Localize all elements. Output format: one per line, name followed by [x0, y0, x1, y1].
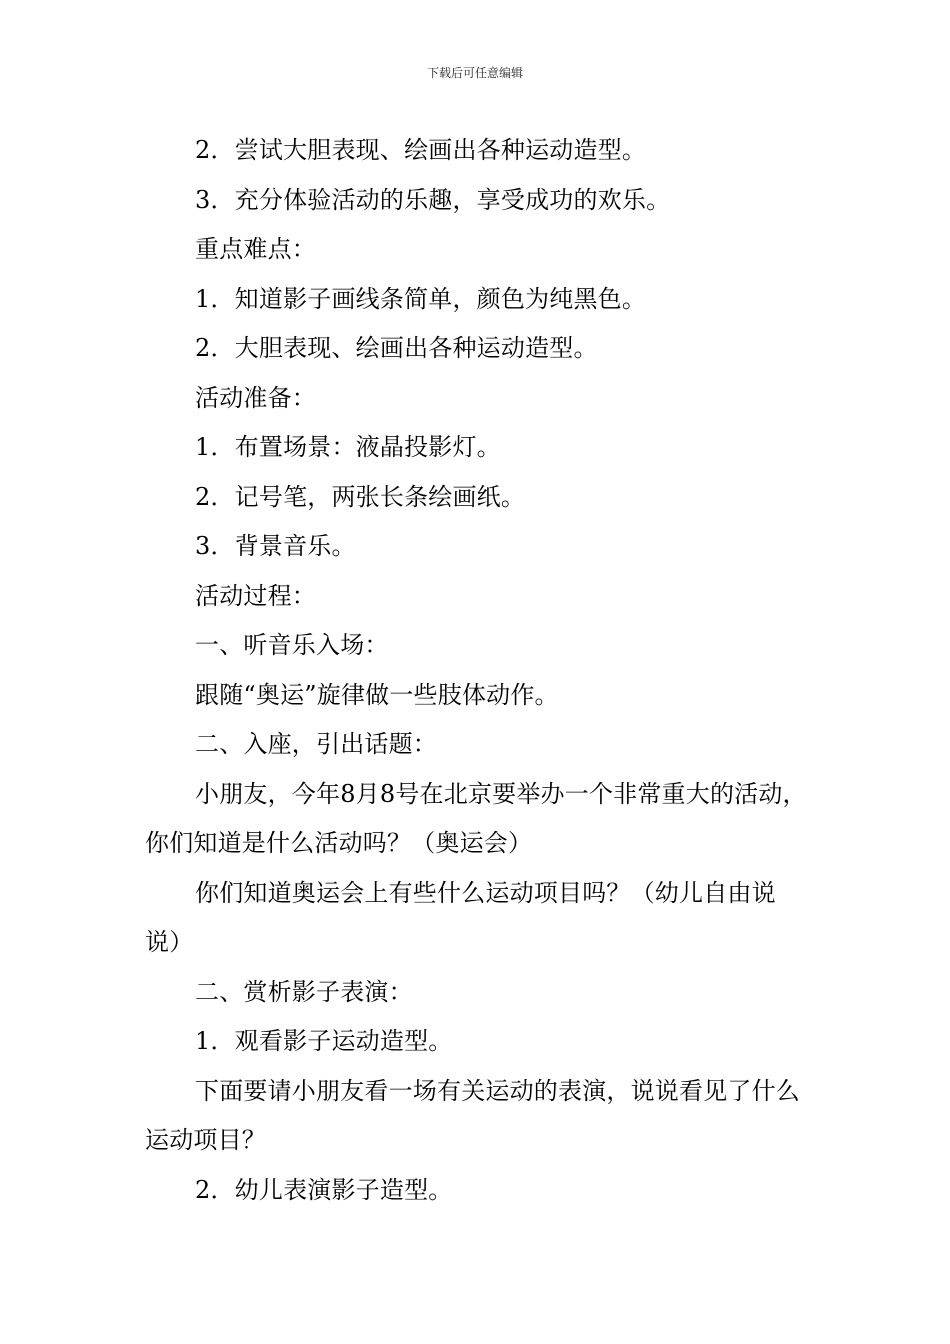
- section-heading: 活动准备：: [195, 383, 316, 412]
- paragraph: 1．布置场景：液晶投影灯。: [195, 433, 501, 461]
- document-body: [145, 126, 810, 1215]
- paragraph: 一、听音乐入场：: [195, 631, 389, 659]
- paragraph: 2．尝试大胆表现、绘画出各种运动造型。: [195, 136, 647, 164]
- paragraph: 2．记号笔，两张长条绘画纸。: [195, 482, 526, 511]
- section-heading: 活动过程：: [195, 581, 316, 610]
- paragraph: 二、入座，引出话题：: [195, 730, 437, 758]
- paragraph: 小朋友，今年8月8号在北京要举办一个非常重大的活动，你们知道是什么活动吗？（奥运会）: [145, 779, 807, 857]
- paragraph: 3．充分体验活动的乐趣，享受成功的欢乐。: [195, 185, 671, 214]
- section-heading: 重点难点：: [195, 235, 316, 263]
- paragraph: 跟随“奥运”旋律做一些肢体动作。: [195, 680, 559, 709]
- paragraph: 1．知道影子画线条简单，颜色为纯黑色。: [195, 284, 647, 313]
- paragraph: 1．观看影子运动造型。: [195, 1027, 453, 1055]
- paragraph: 你们知道奥运会上有些什么运动项目吗？（幼儿自由说说）: [145, 878, 776, 956]
- paragraph: 2．大胆表现、绘画出各种运动造型。: [195, 334, 598, 362]
- paragraph: 2．幼儿表演影子造型。: [195, 1175, 453, 1204]
- page-header: 下载后可任意编辑: [426, 66, 523, 80]
- paragraph: 3．背景音乐。: [195, 532, 356, 560]
- paragraph: 二、赏析影子表演：: [195, 977, 413, 1006]
- paragraph: 下面要请小朋友看一场有关运动的表演，说说看见了什么运动项目？: [145, 1076, 800, 1154]
